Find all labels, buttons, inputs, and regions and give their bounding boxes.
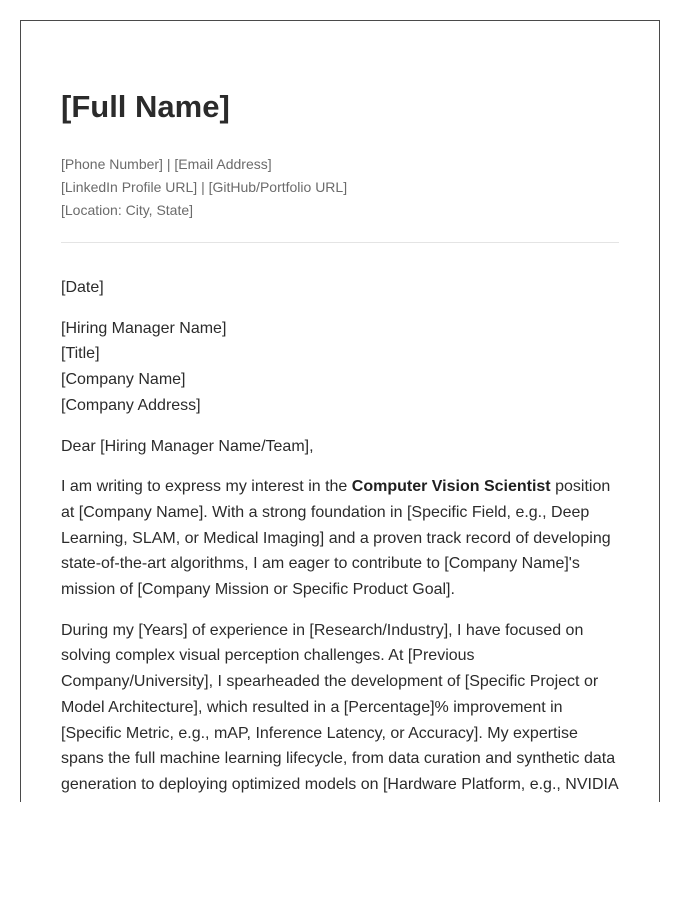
letter-date: [Date] (61, 279, 104, 296)
recipient-company: [Company Name] (61, 371, 186, 389)
letter-page (20, 20, 660, 802)
recipient-title: [Title] (61, 345, 100, 363)
contact-line-phone-email: [Phone Number] | [Email Address] (61, 156, 272, 172)
paragraph-intro-end: position at [Company Name]. With a strong foundation in [Specific Field, e.g., Deep Learning, SLAM, or Medical Imaging] and a proven track record of developing state-of-the-art algorithms, I am eager to contribute to [Company Name]'s mission of [Company Mission or Specific Product Goal]. (61, 478, 611, 599)
paragraph-intro (61, 474, 619, 603)
recipient-address: [Company Address] (61, 396, 201, 414)
recipient-name: [Hiring Manager Name] (61, 319, 227, 337)
paragraph-intro-start: I am writing to express my interest in the (61, 478, 352, 496)
contact-block (61, 153, 619, 222)
salutation: Dear [Hiring Manager Name/Team], (61, 437, 314, 455)
applicant-name: [Full Name] (61, 89, 230, 124)
letter-content (21, 21, 659, 798)
header-divider (61, 242, 619, 243)
recipient-block (61, 316, 619, 419)
contact-line-location: [Location: City, State] (61, 202, 194, 218)
position-title: Computer Vision Scientist (351, 478, 551, 496)
contact-line-profiles: [LinkedIn Profile URL] | [GitHub/Portfolio URL] (61, 179, 348, 195)
paragraph-experience: During my [Years] of experience in [Research/Industry], I have focused on solving complex visual perception challenges. At [Previous Company/University], I spearheaded the development of [Specific Project or Model Architecture], which resulted in a [Percentage]% improvement in [Specific Metric, e.g., mAP, Inference Latency, or Accuracy]. My expertise spans the full machine learning lifecycle, from data curation and synthetic data generation to deploying optimized models on [Hardware Platform, e.g., NVIDIA (61, 621, 619, 793)
